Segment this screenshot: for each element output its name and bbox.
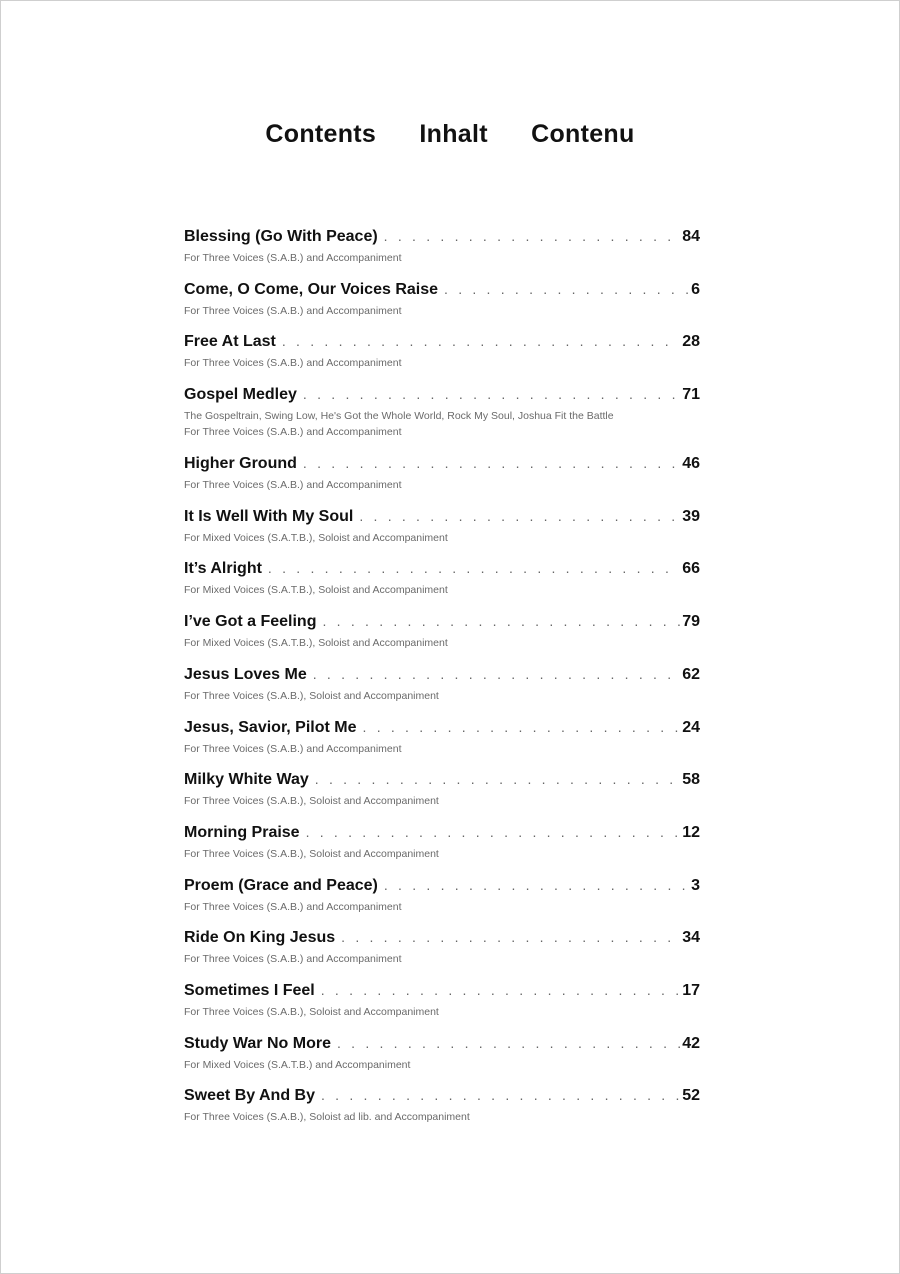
song-title: Sometimes I Feel <box>184 981 315 999</box>
toc-entry-row <box>184 982 700 1004</box>
voicing-description: For Mixed Voices (S.A.T.B.) and Accompaniment <box>184 1058 411 1071</box>
toc-entry[interactable] <box>184 929 700 982</box>
voicing-description: For Three Voices (S.A.B.) and Accompaniment <box>184 426 402 439</box>
toc-entry-row <box>184 824 700 846</box>
song-title: Sweet By And By <box>184 1087 315 1105</box>
page-number: 12 <box>682 823 700 841</box>
dot-leader <box>303 386 680 402</box>
song-title: Jesus Loves Me <box>184 665 307 683</box>
dot-leader <box>282 333 680 349</box>
song-title: Proem (Grace and Peace) <box>184 876 378 894</box>
voicing-description: For Three Voices (S.A.B.), Soloist and Accompaniment <box>184 795 439 808</box>
dot-leader <box>444 281 689 297</box>
toc-entry[interactable] <box>184 666 700 719</box>
toc-entry[interactable] <box>184 508 700 561</box>
song-title: Jesus, Savior, Pilot Me <box>184 718 357 736</box>
page-number: 84 <box>682 228 700 245</box>
page-number: 6 <box>691 280 700 298</box>
dot-leader <box>313 666 680 682</box>
page-number: 17 <box>682 981 700 999</box>
toc-entry-row <box>184 929 700 951</box>
song-title: Free At Last <box>184 333 276 351</box>
title-contents: Contents <box>265 120 377 148</box>
dot-leader <box>341 929 680 945</box>
dot-leader <box>268 560 680 576</box>
toc-entry-row <box>184 1035 700 1057</box>
toc-entry-row <box>184 508 700 530</box>
voicing-description: For Three Voices (S.A.B.) and Accompaniment <box>184 900 402 913</box>
song-title: Ride On King Jesus <box>184 929 336 947</box>
dot-leader <box>306 824 681 840</box>
song-title: It’s Alright <box>184 560 262 578</box>
dot-leader <box>322 613 680 629</box>
toc-entry[interactable] <box>184 560 700 613</box>
page-number: 71 <box>682 386 700 404</box>
voicing-description: For Three Voices (S.A.B.), Soloist and Accompaniment <box>184 1005 439 1018</box>
dot-leader <box>363 719 681 735</box>
toc-entry-row <box>184 560 700 582</box>
song-title: Gospel Medley <box>184 386 297 404</box>
toc-entry[interactable] <box>184 333 700 386</box>
toc-entry-row <box>184 719 700 741</box>
title-inhalt: Inhalt <box>419 120 488 148</box>
page-number: 79 <box>682 613 700 631</box>
voicing-description: For Mixed Voices (S.A.T.B.), Soloist and Accompaniment <box>184 584 448 597</box>
page-number: 28 <box>682 333 700 351</box>
toc-entry-row <box>184 386 700 408</box>
dot-leader <box>321 1087 680 1103</box>
voicing-description: For Three Voices (S.A.B.) and Accompaniment <box>184 304 402 317</box>
dot-leader <box>359 508 680 524</box>
dot-leader <box>384 877 689 893</box>
dot-leader <box>384 228 681 244</box>
page-number: 24 <box>682 718 700 736</box>
dot-leader <box>315 771 680 787</box>
toc-entry[interactable] <box>184 455 700 508</box>
page-number: 66 <box>682 560 700 578</box>
voicing-description: For Three Voices (S.A.B.) and Accompaniment <box>184 953 402 966</box>
song-title: Study War No More <box>184 1034 331 1052</box>
toc-entry-row <box>184 771 700 793</box>
table-of-contents <box>184 228 700 1140</box>
voicing-description: For Three Voices (S.A.B.), Soloist and Accompaniment <box>184 689 439 702</box>
title-contenu: Contenu <box>531 120 635 148</box>
toc-entry[interactable] <box>184 613 700 666</box>
toc-entry-row <box>184 333 700 355</box>
dot-leader <box>303 455 680 471</box>
toc-entry-row <box>184 666 700 688</box>
toc-entry-row <box>184 1087 700 1109</box>
song-title: It Is Well With My Soul <box>184 507 354 525</box>
toc-entry-row <box>184 877 700 899</box>
toc-entry-row <box>184 455 700 477</box>
song-title: Milky White Way <box>184 771 309 789</box>
page-number: 52 <box>682 1087 700 1105</box>
voicing-description: For Three Voices (S.A.B.) and Accompaniment <box>184 252 402 264</box>
toc-entry[interactable] <box>184 877 700 930</box>
toc-entry-row <box>184 613 700 635</box>
toc-entry[interactable] <box>184 719 700 772</box>
voicing-description: For Three Voices (S.A.B.) and Accompaniment <box>184 479 402 492</box>
toc-entry-row <box>184 228 700 250</box>
page-number: 3 <box>691 876 700 894</box>
toc-entry[interactable] <box>184 386 700 455</box>
toc-entry[interactable] <box>184 1035 700 1088</box>
voicing-description: For Mixed Voices (S.A.T.B.), Soloist and Accompaniment <box>184 531 448 544</box>
toc-entry[interactable] <box>184 982 700 1035</box>
page-number: 58 <box>682 771 700 789</box>
page-number: 62 <box>682 665 700 683</box>
song-title: Come, O Come, Our Voices Raise <box>184 280 439 298</box>
voicing-description: For Three Voices (S.A.B.) and Accompaniment <box>184 357 402 370</box>
toc-entry[interactable] <box>184 1087 700 1140</box>
page-number: 34 <box>682 929 700 947</box>
dot-leader <box>321 982 680 998</box>
page-number: 42 <box>682 1034 700 1052</box>
page-number: 39 <box>682 507 700 525</box>
voicing-description: For Three Voices (S.A.B.), Soloist and Accompaniment <box>184 847 439 860</box>
toc-entry[interactable] <box>184 281 700 334</box>
page-title <box>0 120 900 149</box>
song-title: Higher Ground <box>184 455 297 473</box>
page-number: 46 <box>682 455 700 473</box>
song-title: Morning Praise <box>184 823 300 841</box>
song-title: Blessing (Go With Peace) <box>184 228 378 245</box>
toc-entry[interactable] <box>184 771 700 824</box>
voicing-description: For Mixed Voices (S.A.T.B.), Soloist and Accompaniment <box>184 637 448 650</box>
dot-leader <box>337 1035 680 1051</box>
toc-entry[interactable] <box>184 228 700 281</box>
voicing-description: The Gospeltrain, Swing Low, He's Got the Whole World, Rock My Soul, Joshua Fit the Battle <box>184 410 614 423</box>
voicing-description: For Three Voices (S.A.B.), Soloist ad lib. and Accompaniment <box>184 1111 470 1124</box>
song-title: I’ve Got a Feeling <box>184 613 317 631</box>
voicing-description: For Three Voices (S.A.B.) and Accompaniment <box>184 742 402 755</box>
toc-entry-row <box>184 281 700 303</box>
toc-entry[interactable] <box>184 824 700 877</box>
